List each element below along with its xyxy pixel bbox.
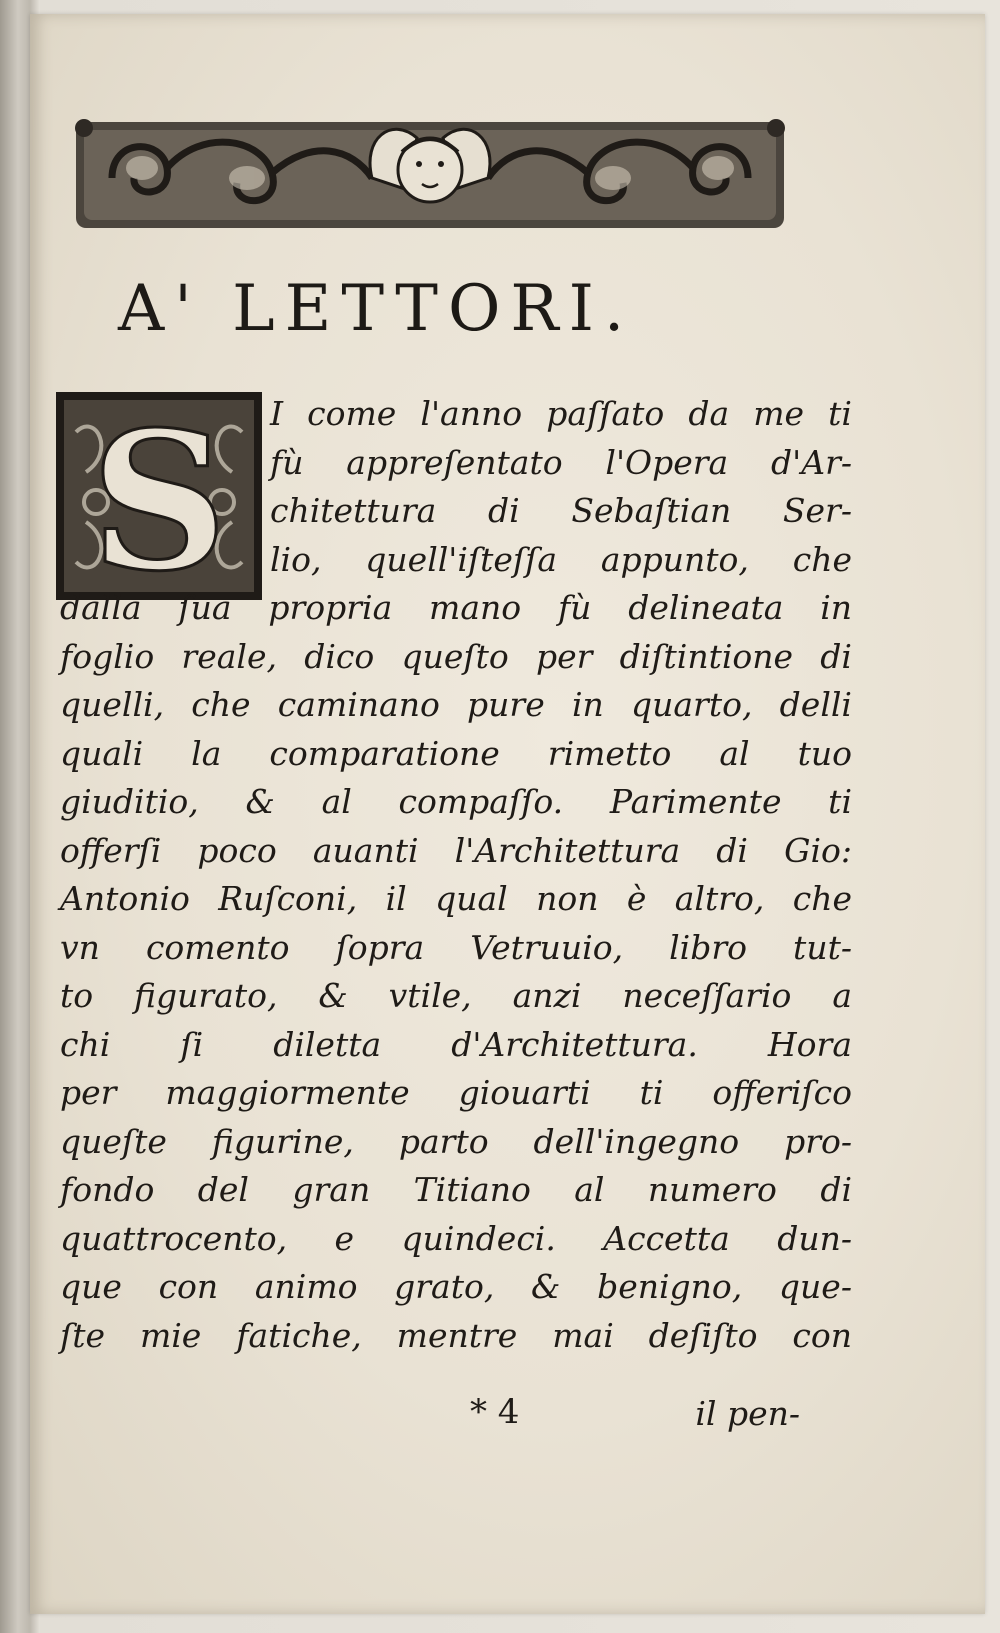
text-line: to figurato, & vtile, anzi neceſſario a: [60, 976, 852, 1015]
text-line: offerſi poco auanti l'Architettura di Gio:: [60, 830, 852, 870]
catchword: il pen-: [695, 1394, 800, 1433]
text-line: dalla ſua propria mano fù delineata in: [60, 588, 852, 627]
text-line: fù appreſentato l'Opera d'Ar-: [270, 442, 852, 482]
text-line: chitettura di Sebaſtian Ser-: [270, 491, 852, 530]
text-line: que con animo grato, & benigno, que-: [60, 1267, 852, 1306]
text-line: quattrocento, e quindeci. Accetta dun-: [60, 1218, 852, 1258]
body-text: [60, 390, 852, 1360]
text-line: quali la comparatione rimetto al tuo: [60, 733, 852, 773]
text-line: vn comento ſopra Vetruuio, libro tut-: [60, 927, 852, 967]
cherub-headpiece-icon: [72, 108, 788, 240]
text-line: lio, quell'iſteſſa appunto, che: [270, 539, 852, 579]
text-line: I come l'anno paſſato da me ti: [270, 394, 852, 433]
text-line: foglio reale, dico queſto per diſtintione di: [60, 636, 852, 676]
text-line: ſte mie fatiche, mentre mai deſiſto con: [60, 1315, 852, 1355]
text-line: per maggiormente giouarti ti offeriſco: [60, 1073, 852, 1112]
svg-text:S: S: [90, 392, 228, 600]
text-line: Antonio Ruſconi, il qual non è altro, che: [60, 879, 852, 918]
text-line: fondo del gran Titiano al numero di: [60, 1170, 852, 1209]
signature-mark: * 4: [470, 1392, 520, 1432]
text-line: queſte figurine, parto dell'ingegno pro-: [60, 1121, 852, 1161]
text-line: quelli, che caminano pure in quarto, delli: [60, 685, 852, 724]
page-footer: [470, 1392, 800, 1452]
text-line: chi ſi diletta d'Architettura. Hora: [60, 1024, 852, 1064]
page-title: A' LETTORI.: [118, 272, 635, 346]
text-line: giuditio, & al compaſſo. Parimente ti: [60, 782, 852, 821]
